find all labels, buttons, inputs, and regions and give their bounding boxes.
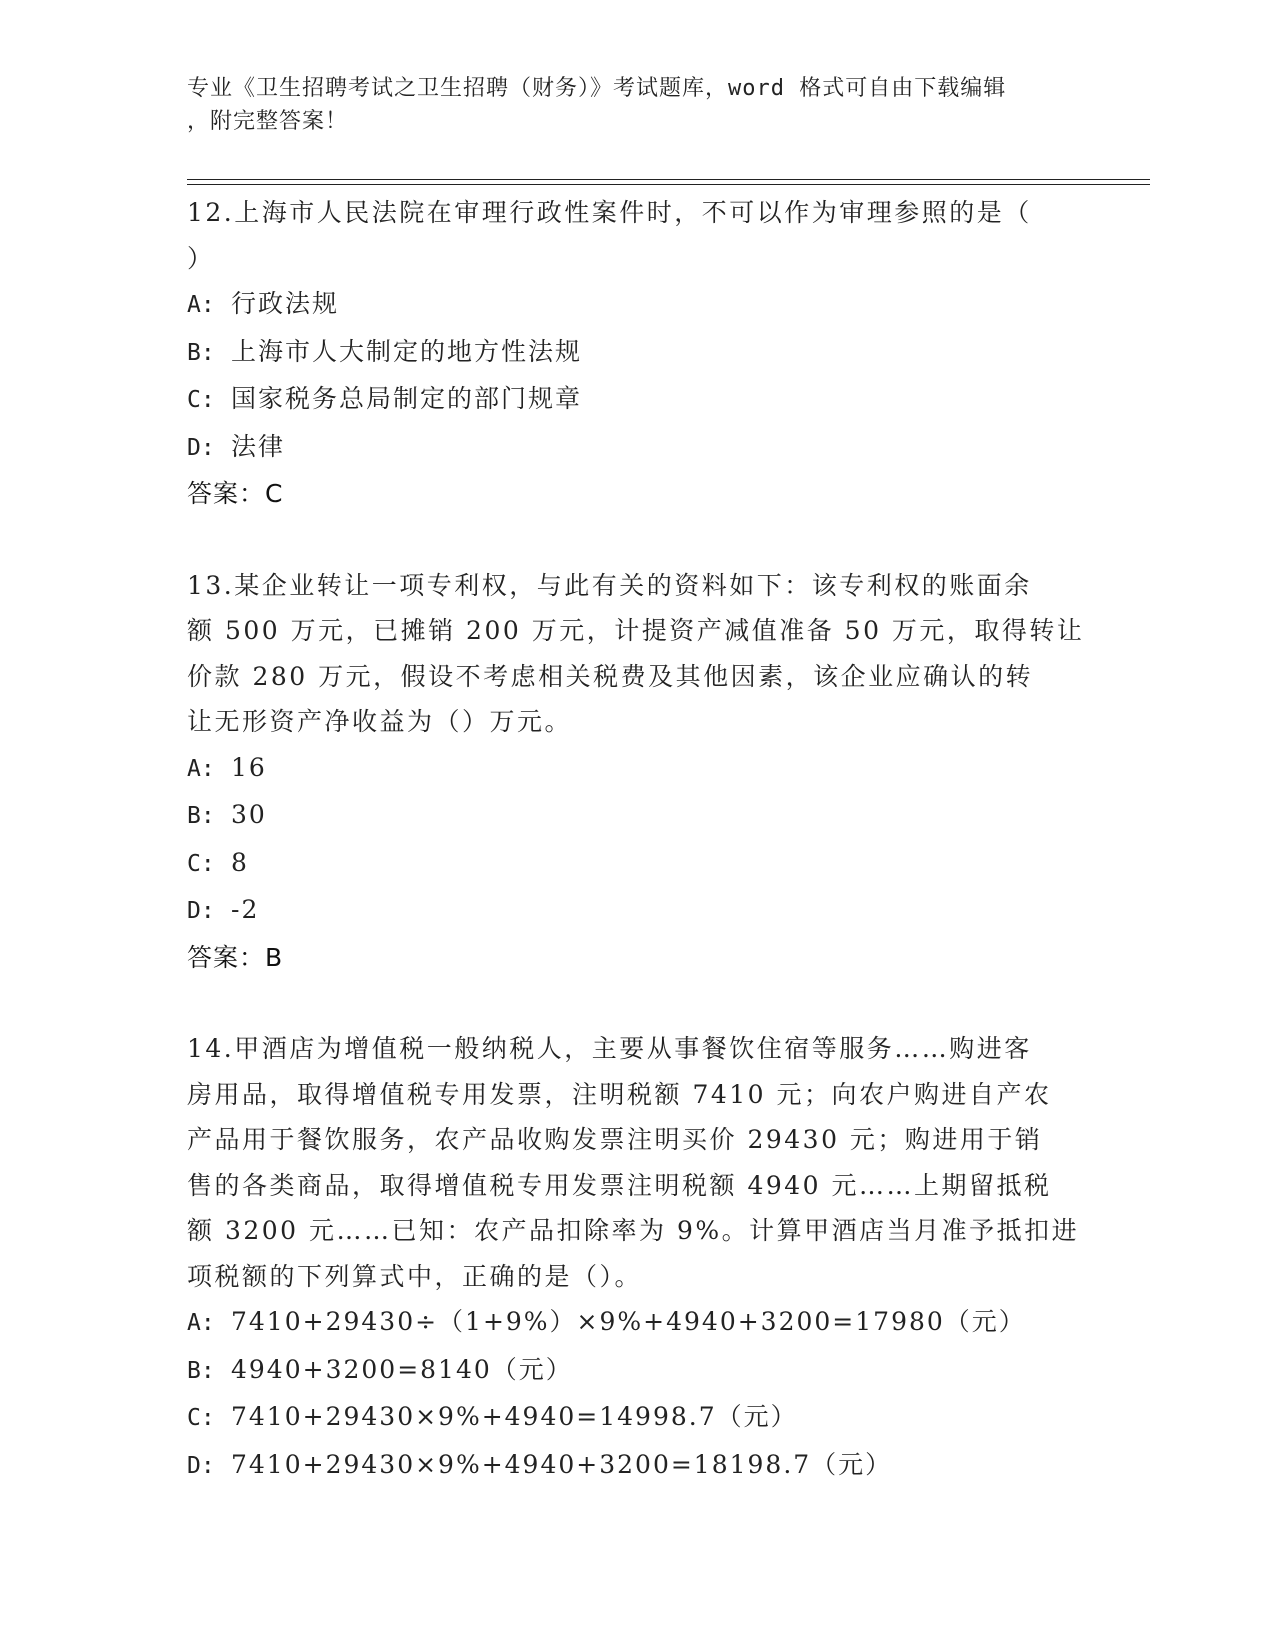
option-letter: C:: [187, 1405, 215, 1431]
option-letter: C:: [187, 387, 215, 413]
answer-line: 答案：B: [187, 942, 284, 972]
option-letter: C:: [187, 850, 215, 877]
question-14: [187, 1026, 1087, 1489]
option-text: 7410+29430÷（1+9%）×9%+4940+3200=17980（元）: [231, 1307, 1026, 1336]
option-c: [187, 376, 1087, 424]
option-d: [187, 424, 1087, 472]
question-12: [187, 190, 1087, 517]
stem-line: 价款 280 万元，假设不考虑相关税费及其他因素，该企业应确认的转: [187, 661, 1034, 691]
question-stem: [187, 1026, 1087, 1299]
spacer: [187, 980, 1087, 1026]
option-letter: B:: [187, 1357, 215, 1384]
option-b: [187, 792, 1087, 840]
option-d: [187, 887, 1087, 935]
option-text: 7410+29430×9%+4940+3200=18198.7（元）: [231, 1449, 893, 1479]
option-letter: B:: [187, 803, 215, 829]
option-a: [187, 745, 1087, 793]
document-header: [187, 72, 1067, 138]
stem-line: 产品用于餐饮服务，农产品收购发票注明买价 29430 元；购进用于销: [187, 1125, 1043, 1154]
option-text: 4940+3200=8140（元）: [231, 1354, 573, 1384]
option-letter: B:: [187, 339, 215, 366]
question-13: [187, 563, 1087, 981]
stem-line: ）: [187, 243, 215, 273]
option-text: 上海市人大制定的地方性法规: [231, 336, 583, 366]
question-list: [187, 190, 1087, 1489]
option-text: 16: [231, 752, 267, 782]
stem-line: 项税额的下列算式中，正确的是（）。: [187, 1261, 643, 1291]
answer-line: 答案：C: [187, 479, 284, 508]
option-text: 8: [231, 847, 249, 877]
header-divider-bottom: [187, 184, 1150, 185]
stem-line: 售的各类商品，取得增值税专用发票注明税额 4940 元……上期留抵税: [187, 1170, 1052, 1200]
stem-line: 让无形资产净收益为（）万元。: [187, 707, 573, 736]
stem-line: 额 500 万元，已摊销 200 万元，计提资产减值准备 50 万元，取得转让: [187, 616, 1085, 645]
option-letter: A:: [187, 292, 215, 318]
option-c: [187, 840, 1087, 888]
option-text: -2: [231, 895, 260, 924]
option-text: 行政法规: [231, 289, 340, 318]
option-b: [187, 1347, 1087, 1395]
spacer: [187, 517, 1087, 563]
option-letter: D:: [187, 1452, 215, 1479]
header-divider-top: [187, 179, 1150, 180]
stem-line: 额 3200 元……已知：农产品扣除率为 9%。计算甲酒店当月准予抵扣进: [187, 1216, 1080, 1245]
option-text: 国家税务总局制定的部门规章: [231, 384, 583, 413]
option-text: 7410+29430×9%+4940=14998.7（元）: [231, 1402, 798, 1431]
option-d: [187, 1442, 1087, 1490]
option-text: 法律: [231, 431, 286, 461]
question-stem: [187, 190, 1087, 281]
option-b: [187, 329, 1087, 377]
option-a: [187, 1299, 1087, 1347]
stem-line: 房用品，取得增值税专用发票，注明税额 7410 元；向农户购进自产农: [187, 1079, 1052, 1109]
stem-line: 12.上海市人民法院在审理行政性案件时，不可以作为审理参照的是（: [187, 198, 1032, 227]
option-letter: D:: [187, 898, 215, 924]
option-letter: D:: [187, 434, 215, 461]
header-line-1: 专业《卫生招聘考试之卫生招聘（财务）》考试题库，word 格式可自由下载编辑: [187, 76, 1007, 101]
option-letter: A:: [187, 1310, 215, 1336]
option-text: 30: [231, 800, 267, 829]
option-c: [187, 1394, 1087, 1442]
stem-line: 13.某企业转让一项专利权，与此有关的资料如下：该专利权的账面余: [187, 570, 1032, 600]
option-a: [187, 281, 1087, 329]
stem-line: 14.甲酒店为增值税一般纳税人，主要从事餐饮住宿等服务……购进客: [187, 1034, 1032, 1063]
option-letter: A:: [187, 755, 215, 782]
header-line-2: ，附完整答案！: [187, 109, 349, 134]
question-stem: [187, 563, 1087, 745]
